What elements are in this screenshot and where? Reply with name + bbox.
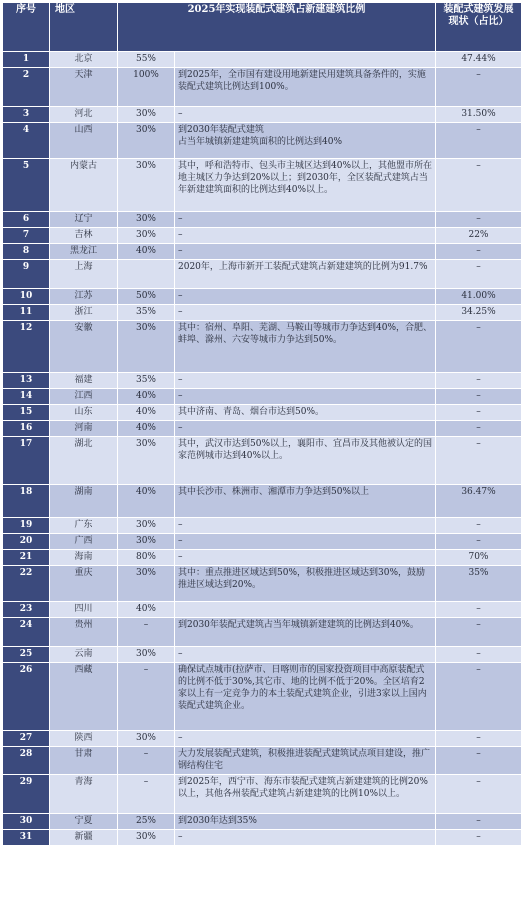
row-number: 31 (3, 830, 50, 846)
table-row (3, 52, 522, 68)
header-region: 地区 (50, 3, 118, 52)
table-row (3, 485, 522, 518)
row-region: 浙江 (50, 305, 118, 321)
table-row (3, 212, 522, 228)
table-row (3, 663, 522, 731)
row-target-percent: – (118, 618, 175, 647)
row-target-percent: 35% (118, 373, 175, 389)
row-region: 四川 (50, 602, 118, 618)
row-target-percent: 40% (118, 602, 175, 618)
row-target-percent: 30% (118, 107, 175, 123)
row-policy-note: – (175, 830, 436, 846)
row-target-percent: 30% (118, 518, 175, 534)
row-target-percent: 50% (118, 289, 175, 305)
row-current-status: 70% (436, 550, 522, 566)
row-region: 贵州 (50, 618, 118, 647)
row-policy-note: – (175, 244, 436, 260)
row-region: 甘肃 (50, 747, 118, 775)
row-policy-note: 到2030年装配式建筑占当年城镇新建建筑的比例达到40%。 (175, 618, 436, 647)
row-number: 27 (3, 731, 50, 747)
row-number: 14 (3, 389, 50, 405)
row-policy-note: – (175, 212, 436, 228)
row-current-status: – (436, 260, 522, 289)
row-region: 重庆 (50, 566, 118, 602)
row-target-percent: 25% (118, 814, 175, 830)
table-row (3, 437, 522, 485)
row-number: 9 (3, 260, 50, 289)
row-policy-note: 其中，呼和浩特市、包头市主城区达到40%以上，其他盟市所在地主城区力争达到20%以上；到2030年，全区装配式建筑占当年新建建筑面积的比例达到40%以上。 (175, 159, 436, 212)
row-number: 24 (3, 618, 50, 647)
row-number: 30 (3, 814, 50, 830)
row-target-percent: 30% (118, 534, 175, 550)
row-region: 河北 (50, 107, 118, 123)
table-row (3, 305, 522, 321)
row-current-status: – (436, 814, 522, 830)
row-current-status: – (436, 437, 522, 485)
row-current-status: – (436, 518, 522, 534)
row-number: 4 (3, 123, 50, 159)
row-current-status: – (436, 775, 522, 814)
table-row (3, 550, 522, 566)
row-policy-note: – (175, 421, 436, 437)
row-region: 新疆 (50, 830, 118, 846)
row-region: 宁夏 (50, 814, 118, 830)
row-current-status: 31.50% (436, 107, 522, 123)
row-region: 陕西 (50, 731, 118, 747)
row-region: 湖北 (50, 437, 118, 485)
row-number: 1 (3, 52, 50, 68)
row-region: 西藏 (50, 663, 118, 731)
header-no: 序号 (3, 3, 50, 52)
row-policy-note: 到2025年，全市国有建设用地新建民用建筑具备条件的，实施装配式建筑比例达到100%。 (175, 68, 436, 107)
row-region: 内蒙古 (50, 159, 118, 212)
table-row (3, 260, 522, 289)
row-number: 7 (3, 228, 50, 244)
row-region: 吉林 (50, 228, 118, 244)
row-target-percent (118, 260, 175, 289)
row-current-status: – (436, 747, 522, 775)
row-policy-note: – (175, 550, 436, 566)
row-current-status: – (436, 321, 522, 373)
row-policy-note: 其中：宿州、阜阳、芜湖、马鞍山等城市力争达到40%，合肥、蚌埠、滁州、六安等城市力争达到50%。 (175, 321, 436, 373)
row-policy-note: – (175, 647, 436, 663)
row-current-status: 47.44% (436, 52, 522, 68)
table-row (3, 775, 522, 814)
row-current-status: 22% (436, 228, 522, 244)
row-current-status: – (436, 421, 522, 437)
table-row (3, 68, 522, 107)
row-number: 3 (3, 107, 50, 123)
table-row (3, 389, 522, 405)
table-row (3, 830, 522, 846)
row-policy-note: – (175, 228, 436, 244)
row-target-percent: 30% (118, 731, 175, 747)
row-policy-note: 其中：重点推进区域达到50%，积极推进区域达到30%，鼓励推进区域达到20%。 (175, 566, 436, 602)
row-number: 11 (3, 305, 50, 321)
row-region: 山西 (50, 123, 118, 159)
row-number: 2 (3, 68, 50, 107)
row-region: 天津 (50, 68, 118, 107)
table-row (3, 405, 522, 421)
row-target-percent: 30% (118, 212, 175, 228)
row-number: 20 (3, 534, 50, 550)
row-region: 福建 (50, 373, 118, 389)
row-target-percent: 35% (118, 305, 175, 321)
row-policy-note: – (175, 518, 436, 534)
row-policy-note (175, 602, 436, 618)
header-current: 装配式建筑发展现状（占比） (436, 3, 522, 52)
row-current-status: – (436, 647, 522, 663)
row-policy-note: – (175, 289, 436, 305)
row-region: 北京 (50, 52, 118, 68)
row-policy-note: 到2030年装配式建筑 占当年城镇新建建筑面积的比例达到40% (175, 123, 436, 159)
table-row (3, 518, 522, 534)
row-target-percent: 30% (118, 123, 175, 159)
row-number: 22 (3, 566, 50, 602)
row-target-percent: 80% (118, 550, 175, 566)
row-number: 13 (3, 373, 50, 389)
row-policy-note: – (175, 731, 436, 747)
row-policy-note: 其中长沙市、株洲市、湘潭市力争达到50%以上 (175, 485, 436, 518)
row-region: 河南 (50, 421, 118, 437)
table-header-row (3, 3, 522, 52)
header-goal: 2025年实现装配式建筑占新建建筑比例 (118, 3, 436, 52)
table-row (3, 228, 522, 244)
table-row (3, 602, 522, 618)
row-region: 江苏 (50, 289, 118, 305)
row-policy-note: – (175, 373, 436, 389)
row-number: 23 (3, 602, 50, 618)
row-current-status: – (436, 159, 522, 212)
table-row (3, 566, 522, 602)
row-number: 26 (3, 663, 50, 731)
row-number: 29 (3, 775, 50, 814)
row-region: 广西 (50, 534, 118, 550)
row-number: 6 (3, 212, 50, 228)
row-target-percent: 30% (118, 321, 175, 373)
policy-table-container (2, 2, 521, 846)
row-policy-note: 到2030年达到35% (175, 814, 436, 830)
row-current-status: – (436, 373, 522, 389)
row-policy-note: – (175, 389, 436, 405)
row-current-status: – (436, 244, 522, 260)
row-target-percent: 30% (118, 830, 175, 846)
row-number: 12 (3, 321, 50, 373)
table-row (3, 534, 522, 550)
row-target-percent: 100% (118, 68, 175, 107)
table-row (3, 731, 522, 747)
table-row (3, 647, 522, 663)
row-current-status: – (436, 68, 522, 107)
row-region: 海南 (50, 550, 118, 566)
row-policy-note: 其中，武汉市达到50%以上，襄阳市、宜昌市及其他被认定的国家范例城市达到40%以上。 (175, 437, 436, 485)
row-policy-note: 其中济南、青岛、烟台市达到50%。 (175, 405, 436, 421)
row-target-percent: 30% (118, 228, 175, 244)
row-current-status: – (436, 405, 522, 421)
row-target-percent: 30% (118, 437, 175, 485)
row-number: 8 (3, 244, 50, 260)
row-current-status: – (436, 602, 522, 618)
row-current-status: 35% (436, 566, 522, 602)
row-current-status: – (436, 618, 522, 647)
row-policy-note: 到2025年，西宁市、海东市装配式建筑占新建建筑的比例20%以上，其他各州装配式建筑占新建建筑的比例10%以上。 (175, 775, 436, 814)
table-row (3, 747, 522, 775)
row-target-percent: 30% (118, 647, 175, 663)
table-row (3, 289, 522, 305)
row-region: 湖南 (50, 485, 118, 518)
row-current-status: – (436, 663, 522, 731)
row-target-percent: 55% (118, 52, 175, 68)
row-target-percent: 30% (118, 566, 175, 602)
row-current-status: – (436, 534, 522, 550)
row-number: 19 (3, 518, 50, 534)
table-row (3, 421, 522, 437)
row-current-status: 34.25% (436, 305, 522, 321)
prefab-building-policy-table (2, 2, 522, 846)
row-policy-note: – (175, 305, 436, 321)
row-target-percent: 40% (118, 405, 175, 421)
table-row (3, 373, 522, 389)
row-current-status: – (436, 731, 522, 747)
table-row (3, 814, 522, 830)
row-current-status: – (436, 389, 522, 405)
row-target-percent: 40% (118, 485, 175, 518)
row-current-status: 41.00% (436, 289, 522, 305)
table-row (3, 123, 522, 159)
row-region: 安徽 (50, 321, 118, 373)
row-number: 18 (3, 485, 50, 518)
row-region: 云南 (50, 647, 118, 663)
row-policy-note: – (175, 534, 436, 550)
row-policy-note: 确保试点城市(拉萨市、日喀则市的国家投资项目中高原装配式的比例不低于30%,其它市、地的比例不低于20%。全区培育2家以上有一定竞争力的本土装配式建筑企业，引进3家以上国内装配式建筑企业。 (175, 663, 436, 731)
row-region: 辽宁 (50, 212, 118, 228)
row-target-percent: 40% (118, 244, 175, 260)
row-policy-note: 2020年，上海市新开工装配式建筑占新建建筑的比例为91.7% (175, 260, 436, 289)
row-number: 10 (3, 289, 50, 305)
row-number: 5 (3, 159, 50, 212)
row-target-percent: – (118, 663, 175, 731)
row-target-percent: 30% (118, 159, 175, 212)
row-number: 21 (3, 550, 50, 566)
row-policy-note: – (175, 107, 436, 123)
row-number: 28 (3, 747, 50, 775)
row-current-status: – (436, 212, 522, 228)
row-target-percent: 40% (118, 389, 175, 405)
row-region: 黑龙江 (50, 244, 118, 260)
row-number: 16 (3, 421, 50, 437)
row-number: 25 (3, 647, 50, 663)
table-row (3, 159, 522, 212)
row-number: 17 (3, 437, 50, 485)
table-row (3, 321, 522, 373)
row-policy-note: 大力发展装配式建筑，积极推进装配式建筑试点项目建设，推广钢结构住宅 (175, 747, 436, 775)
row-current-status: – (436, 830, 522, 846)
row-region: 江西 (50, 389, 118, 405)
table-row (3, 244, 522, 260)
row-region: 青海 (50, 775, 118, 814)
row-current-status: 36.47% (436, 485, 522, 518)
row-region: 山东 (50, 405, 118, 421)
row-target-percent: – (118, 775, 175, 814)
row-region: 广东 (50, 518, 118, 534)
row-number: 15 (3, 405, 50, 421)
row-region: 上海 (50, 260, 118, 289)
row-target-percent: 40% (118, 421, 175, 437)
table-row (3, 107, 522, 123)
row-current-status: – (436, 123, 522, 159)
table-row (3, 618, 522, 647)
row-policy-note (175, 52, 436, 68)
row-target-percent: – (118, 747, 175, 775)
